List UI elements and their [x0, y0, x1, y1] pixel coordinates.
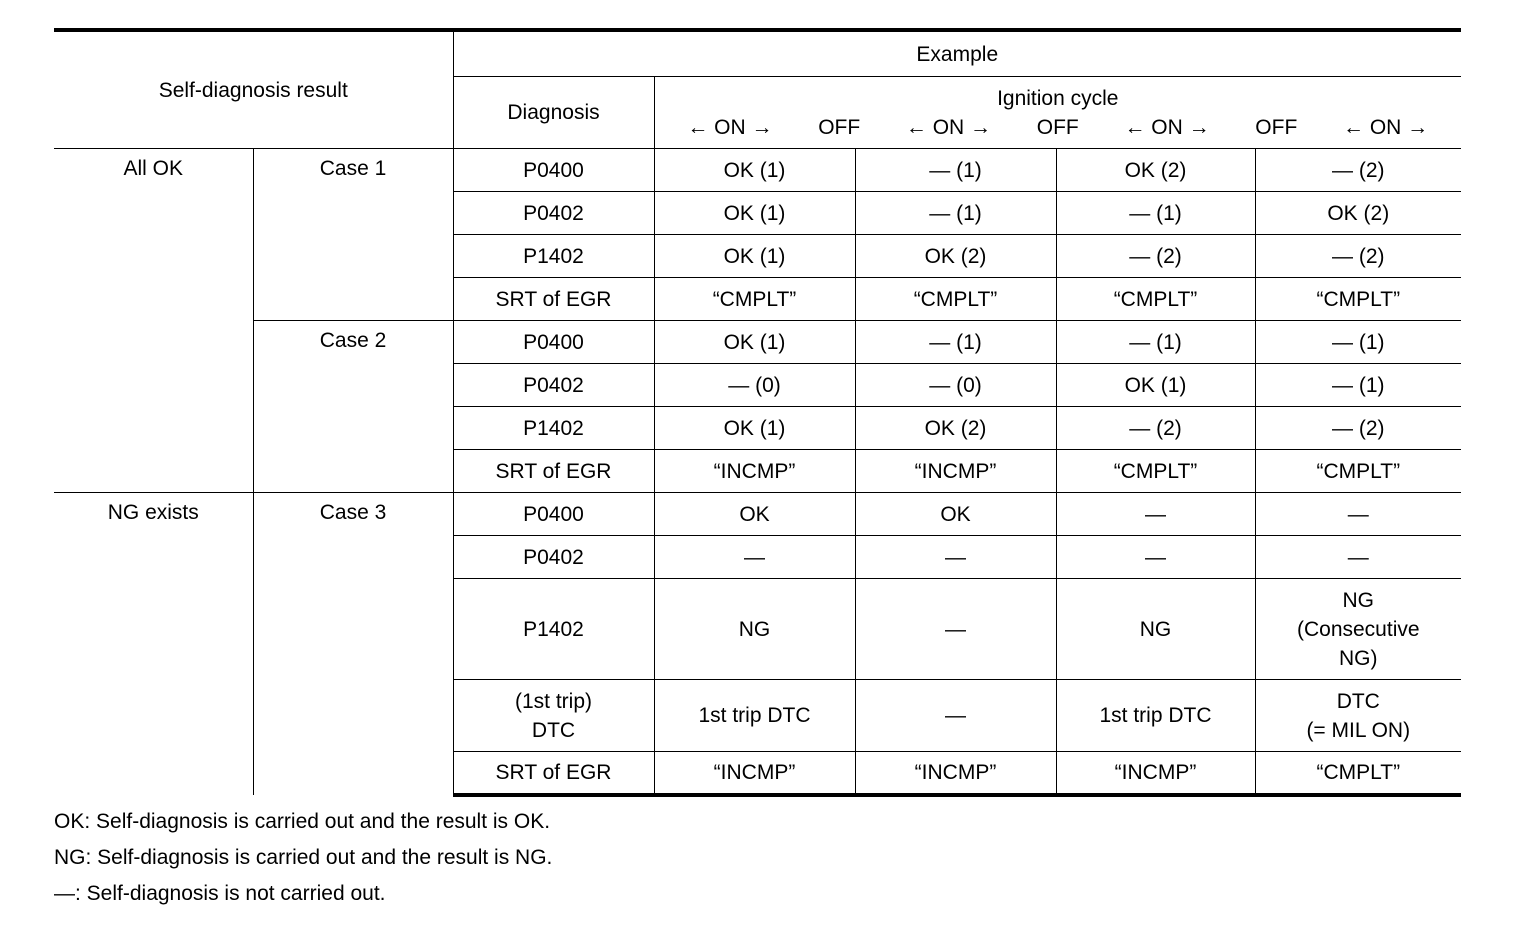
cycle-on-3: ← ON →: [1124, 115, 1210, 139]
diagnosis-cell: P1402: [453, 579, 654, 680]
diagnosis-cell: SRT of EGR: [453, 752, 654, 795]
example-header: Example: [453, 30, 1461, 77]
result-cell: 1st trip DTC: [1056, 680, 1255, 752]
self-diagnosis-result-header: Self-diagnosis result: [54, 30, 453, 149]
result-cell: — (1): [855, 149, 1056, 192]
result-cell: “CMPLT”: [654, 278, 855, 321]
result-cell: —: [1056, 493, 1255, 536]
case-cell: Case 3: [253, 493, 453, 795]
diagnosis-header: Diagnosis: [453, 77, 654, 149]
cycle-on-4: ← ON →: [1342, 115, 1429, 139]
result-cell: —: [855, 536, 1056, 579]
result-cell: —: [1056, 536, 1255, 579]
result-cell: NG (Consecutive NG): [1255, 579, 1461, 680]
result-cell: — (1): [1255, 321, 1461, 364]
result-cell: — (1): [1056, 192, 1255, 235]
result-cell: “INCMP”: [855, 450, 1056, 493]
diagnosis-cell: SRT of EGR: [453, 450, 654, 493]
result-cell: —: [1255, 493, 1461, 536]
result-cell: —: [1255, 536, 1461, 579]
result-cell: “CMPLT”: [855, 278, 1056, 321]
diagnosis-cell: P0402: [453, 364, 654, 407]
cycle-off-2: OFF: [1036, 115, 1079, 139]
result-group-cell: NG exists: [107, 501, 199, 524]
result-cell: OK (2): [1255, 192, 1461, 235]
result-cell: OK: [654, 493, 855, 536]
case-cell: Case 1: [253, 149, 453, 321]
result-cell: — (1): [1056, 321, 1255, 364]
table-row: [54, 321, 1461, 364]
diagnosis-cell: P0400: [453, 149, 654, 192]
diagnosis-cell: P0400: [453, 493, 654, 536]
cycle-off-3: OFF: [1255, 115, 1298, 139]
result-cell: DTC (= MIL ON): [1255, 680, 1461, 752]
result-cell: “INCMP”: [1056, 752, 1255, 795]
result-cell: “CMPLT”: [1255, 278, 1461, 321]
legend-notes: [54, 804, 1461, 912]
result-cell: 1st trip DTC: [654, 680, 855, 752]
diagnosis-cell: P1402: [453, 235, 654, 278]
result-cell: — (2): [1255, 235, 1461, 278]
result-cell: NG: [654, 579, 855, 680]
result-cell: — (0): [654, 364, 855, 407]
cycle-on-2: ← ON →: [905, 115, 992, 139]
result-cell: — (0): [855, 364, 1056, 407]
result-cell: OK: [855, 493, 1056, 536]
ignition-cycle-label: Ignition cycle: [997, 86, 1119, 110]
note-dash: —: Self-diagnosis is not carried out.: [54, 881, 386, 905]
result-cell: OK (1): [654, 149, 855, 192]
result-cell: “CMPLT”: [1056, 278, 1255, 321]
diagnosis-cell: P0402: [453, 192, 654, 235]
result-cell: OK (1): [654, 192, 855, 235]
result-cell: “CMPLT”: [1255, 752, 1461, 795]
diagnosis-cell: P0402: [453, 536, 654, 579]
result-cell: “INCMP”: [654, 752, 855, 795]
result-cell: OK (1): [654, 321, 855, 364]
cycle-off-1: OFF: [818, 115, 861, 139]
result-cell: — (2): [1255, 407, 1461, 450]
result-cell: OK (2): [855, 235, 1056, 278]
result-cell: “INCMP”: [855, 752, 1056, 795]
result-cell: — (2): [1056, 407, 1255, 450]
self-diagnosis-table: [54, 28, 1461, 797]
result-group-cell: All OK: [54, 149, 253, 493]
case-cell: Case 2: [253, 321, 453, 493]
result-cell: —: [855, 579, 1056, 680]
diagnosis-cell: P1402: [453, 407, 654, 450]
result-cell: OK (1): [654, 235, 855, 278]
result-cell: —: [654, 536, 855, 579]
diagnosis-document: [54, 28, 1461, 912]
table-row: [54, 149, 1461, 192]
diagnosis-cell: (1st trip) DTC: [453, 680, 654, 752]
table-body: [54, 149, 1461, 795]
result-cell: — (1): [855, 192, 1056, 235]
result-cell: — (2): [1056, 235, 1255, 278]
result-cell: NG: [1056, 579, 1255, 680]
result-cell: —: [855, 680, 1056, 752]
result-cell: “CMPLT”: [1056, 450, 1255, 493]
result-cell: — (1): [855, 321, 1056, 364]
result-cell: — (1): [1255, 364, 1461, 407]
result-cell: “INCMP”: [654, 450, 855, 493]
diagnosis-cell: P0400: [453, 321, 654, 364]
result-cell: “CMPLT”: [1255, 450, 1461, 493]
table-row: [54, 493, 1461, 536]
result-cell: OK (1): [654, 407, 855, 450]
note-ok: OK: Self-diagnosis is carried out and the result is OK.: [54, 809, 551, 833]
result-cell: OK (2): [1056, 149, 1255, 192]
result-cell: OK (2): [855, 407, 1056, 450]
ignition-cycle-sequence: [665, 113, 1452, 142]
note-ng: NG: Self-diagnosis is carried out and the result is NG.: [54, 845, 553, 869]
result-cell: OK (1): [1056, 364, 1255, 407]
diagnosis-cell: SRT of EGR: [453, 278, 654, 321]
result-cell: — (2): [1255, 149, 1461, 192]
cycle-on-1: ← ON →: [687, 115, 773, 139]
ignition-cycle-header: [654, 77, 1461, 149]
